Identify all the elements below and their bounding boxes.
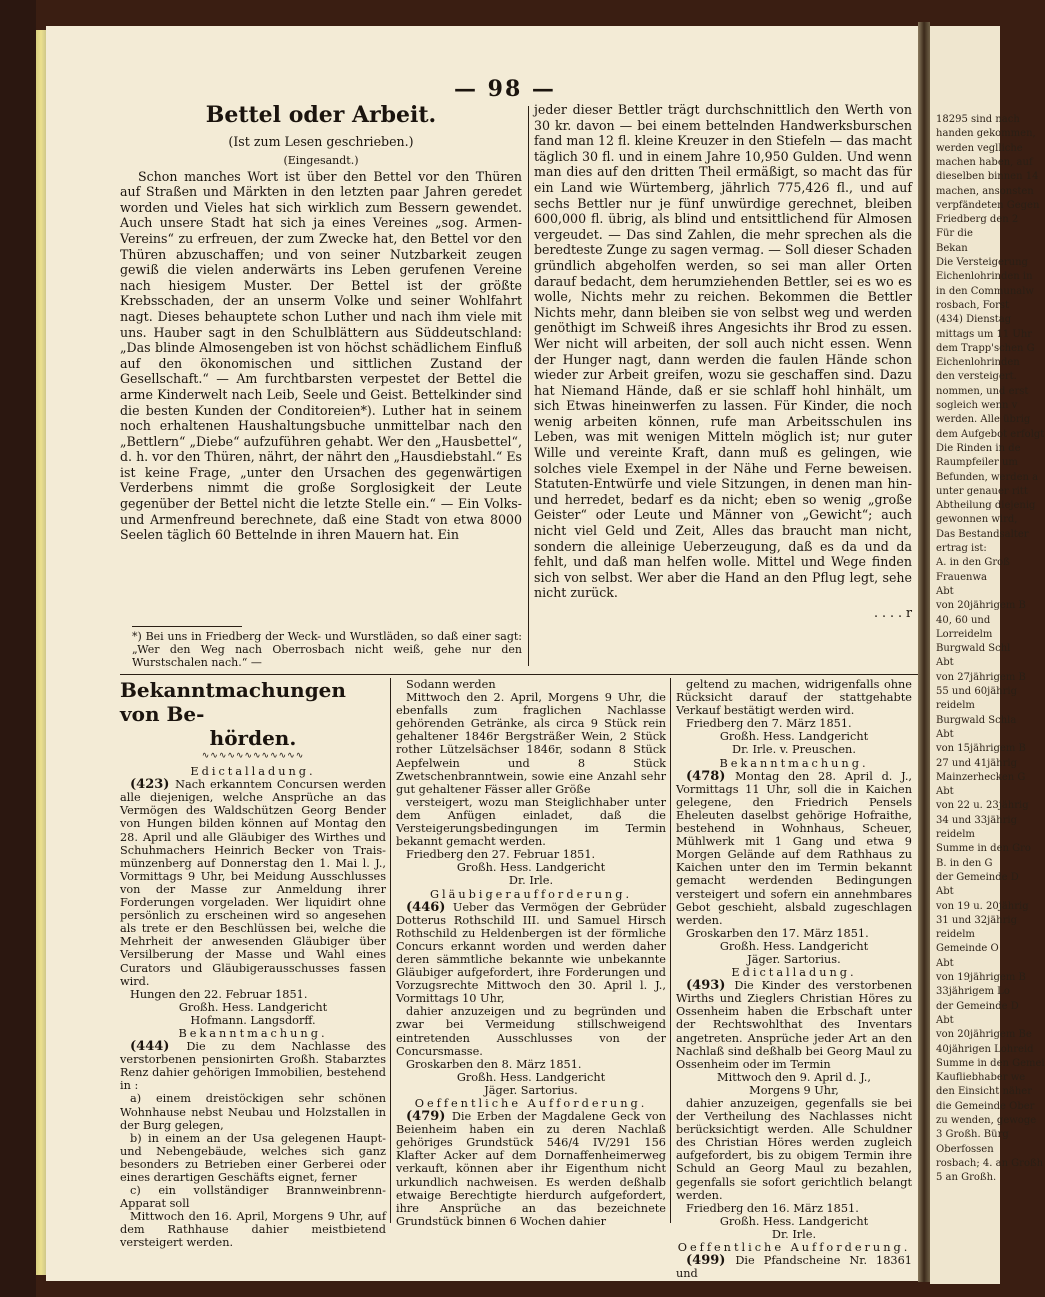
adjacent-page-text-line: dem Aufgebot erfolgt bbox=[936, 428, 1045, 440]
adjacent-page-text-line: Abt bbox=[936, 786, 954, 798]
adjacent-page-fragment bbox=[930, 26, 1045, 1284]
notice-label: Edictalladung. bbox=[190, 765, 316, 779]
adjacent-page-text-line: Abtheilung diejenig bbox=[936, 500, 1036, 512]
notice-text: Ueber das Vermögen der Gebrüder Dotterus Rothschild III. und Samuel Hirsch Rothschild zu Heldenbergen ist der förmliche Concurs erkannt worden und werden daher deren sämmtliche bekannte wie unbekannte Gläubiger aufgefordert, ihre Forderungen und Vorzugsrechte Mittwoch den 30. April l. J., Vormittags 10 Uhr, bbox=[396, 900, 666, 1006]
notice-paragraph bbox=[676, 770, 912, 927]
notice-text: Die zu dem Nachlasse des verstorbenen pensionirten Großh. Stabarztes Renz dahier gehörigen Immobilien, bestehend in : bbox=[120, 1040, 386, 1093]
article-text-part-2: jeder dieser Bettler trägt durchschnittlich den Werth von 30 kr. davon — bei einem bettelnden Handwerksburschen fand man 12 fl. kleine Kreuzer in den Stiefeln — das macht täglich 30 fl. und in einem Jahre 10,950 Gulden. Und wenn man dies auf den dritten Theil ermäßigt, so macht das für ein Land wie Würtemberg, jährlich 775,426 fl., und auf sechs Bettler nur je fünf unwürdige gerechnet, bleiben 600,000 fl. übrig, als blind und entsittlichend für Almosen vergeudet. — Das sind Zahlen, die mehr sprechen als die beredteste Zunge zu sagen vermag. — Soll dieser Schaden gründlich abgeholfen werden, so sei man aller Orten darauf bedacht, dem herumziehenden Bettler, sei es wo es wolle, Nichts mehr zu reichen. Bekommen die Bettler Nichts mehr, dann bleiben sie von selbst weg und werden genöthigt im Schweiß ihres Angesichts ihr Brod zu essen. Wer nicht will arbeiten, der soll auch nicht essen. Wenn der Hunger nagt, dann werden die faulen Hände schon wieder zur Arbeit greifen, wozu sie geschaffen sind. Dazu hat Niemand Hände, daß er sie schlaff hohl hinhält, um sich Etwas hineinwerfen zu lassen. Für Kinder, die noch wenig arbeiten können, rufe man Arbeitsschulen ins Leben, was mit wenigen Mitteln möglich ist; nur guter Wille und vereinte Kraft, dann muß es gelingen, wie solches viele Exempel in der Nähe und Ferne beweisen. Statuten-Entwürfe und viele Sitzungen, in denen man hin- und herredet, bedarf es da nicht; eben so wenig „große Geister“ oder Leute und Männer von „Gewicht“; auch nicht viel Geld und Zeit, Alles das braucht man nicht, sondern die alleinige Ueberzeugung, daß es da und da fehlt, und daß man helfen wolle. Mittel und Wege finden sich von selbst. Wer aber die Hand an den Pflug legt, sehe nicht zurück. bbox=[534, 102, 912, 601]
notice-text: Friedberg den 7. März 1851. bbox=[686, 717, 852, 731]
article-text-part-1: Schon manches Wort ist über den Bettel vor den Thüren auf Straßen und Märkten in den letzten paar Jahren geredet worden und Vieles hat sich wirklich zum Bessern gewendet. Auch unsere Stadt hat sich ja eines Vereines „sog. Armen-Vereins“ zu erfreuen, der zum Zwecke hat, den Bettel vor den Thüren abzuschaffen; und von seiner Nutzbarkeit zeugen gewiß die vielen anderwärts ins Leben gerufenen Vereine nach hiesigem Muster. Der Bettel ist der größte Krebsschaden, der an unserm Volke und seiner Wohlfahrt nagt. Dieses behauptete schon Luther und nach ihm viele mit uns. Hauber sagt in den Schulblättern aus Süddeutschland: „Das blinde Almosengeben ist von höchst schädlichem Einfluß auf den ökonomischen und sittlichen Zustand der Gesellschaft.“ — Am furchtbarsten verpestet der Bettel die arme Kinderwelt nach Leib, Seele und Geist. Bettelkinder sind die besten Kunden der Conditoreien*). Luther hat in seinem noch erhaltenen Haushaltungsbuche unmittelbar nach den „Bettlern“ „Diebe“ aufzuführen gehabt. Wer den „Hausbettel“, d. h. vor den Thüren, nährt, der nährt den „Hausdiebstahl.“ Es ist keine Frage, „unter den Ursachen des gegenwärtigen Verderbens nimmt die große Sorglosigkeit der Leute gegenüber der Bettel nicht die letzte Stelle ein.“ — Ein Volks- und Armenfreund berechnete, daß eine Stadt von etwa 8000 Seelen täglich 60 Bettelnde in ihren Mauern hat. Ein bbox=[120, 168, 523, 543]
notice-text: c) ein vollständiger Brannweinbrenn-Apparat soll bbox=[120, 1184, 386, 1211]
notice-paragraph bbox=[120, 1132, 386, 1184]
notice-signature: Großh. Hess. Landgericht bbox=[719, 730, 869, 744]
adjacent-page-text-line: 40jährigen Lohreid bbox=[936, 1043, 1034, 1055]
article-column-2 bbox=[534, 102, 912, 621]
notice-paragraph bbox=[396, 848, 666, 861]
adjacent-page-text-line: Abt bbox=[936, 585, 954, 597]
adjacent-page-text-line: zu wenden, gewoge bbox=[936, 1115, 1037, 1126]
notice-text: geltend zu machen, widrigenfalls ohne Rücksicht darauf der stattgehabte Verkauf bestätigt werden wird. bbox=[676, 678, 912, 718]
adjacent-page-text-line: dem Trapp'schen G bbox=[936, 342, 1035, 354]
column-divider bbox=[528, 106, 529, 666]
notice-paragraph bbox=[676, 678, 912, 717]
adjacent-page-text-line: Frauenwa bbox=[936, 571, 988, 583]
notice-signature: Hofmann. Langsdorff. bbox=[190, 1013, 316, 1027]
article-submitted-note: (Eingesandt.) bbox=[283, 153, 359, 167]
notice-number: (446) bbox=[406, 899, 453, 915]
adjacent-page-text-line: von 19jährigem B bbox=[936, 972, 1026, 983]
notice-text: Hungen den 22. Februar 1851. bbox=[130, 987, 308, 1001]
adjacent-page-text-line: Burgwald Schla bbox=[936, 714, 1017, 726]
adjacent-page-text-line: von 15jährigem B bbox=[936, 743, 1026, 755]
adjacent-page-text-line: A. in den Groß bbox=[936, 557, 1010, 569]
notice-text: Die Pfandscheine Nr. 18361 und bbox=[676, 1254, 912, 1281]
notice-paragraph bbox=[676, 1097, 912, 1202]
notice-date-line: Mittwoch den 9. April d. J., bbox=[717, 1070, 871, 1084]
adjacent-page-text-line: Kaufliebhaber we bbox=[936, 1072, 1026, 1084]
notice-date-line: Morgens 9 Uhr, bbox=[749, 1083, 839, 1097]
notice-text: dahier anzuzeigen, gegenfalls sie bei der Vertheilung des Nachlasses nicht berücksichtigt werden. Alle Schuldner des Christian Höres werden zugleich aufgefordert, bis zu obigem Termin ihre Schuld an Georg Maul zu bezahlen, gegenfalls sie sofort gerichtlich belangt werden. bbox=[676, 1097, 912, 1202]
adjacent-page-text-line: werden veglliche bbox=[936, 142, 1023, 154]
notice-signature: Dr. Irle. bbox=[508, 874, 554, 888]
adjacent-page-text-line: Abt bbox=[936, 657, 954, 669]
notice-signature: Großh. Hess. Landgericht bbox=[719, 1214, 869, 1228]
notice-text: versteigert, wozu man Steiglichhaber unter dem Anfügen einladet, daß die Versteigerungsbedingungen im Termin bekannt gemacht werden. bbox=[396, 795, 666, 849]
notice-paragraph bbox=[396, 691, 666, 796]
notice-label: Edictalladung. bbox=[731, 966, 857, 980]
adjacent-page-text-line: 5 an Großh. bbox=[936, 1172, 997, 1184]
notice-signature: Dr. Irle. v. Preuschen. bbox=[732, 743, 856, 757]
adjacent-page-text-line: Friedberg den 2 bbox=[936, 214, 1019, 226]
notice-signature: Großh. Hess. Landgericht bbox=[719, 939, 869, 953]
page-number: — 98 — bbox=[454, 76, 556, 102]
adjacent-page-text-line: der Gemeinde D bbox=[936, 1000, 1019, 1012]
notice-text: Mittwoch den 16. April, Morgens 9 Uhr, auf dem Rathhause dahier meistbietend versteigert werden. bbox=[120, 1210, 386, 1250]
adjacent-page-text-line: machen, ansonsten bbox=[936, 185, 1034, 197]
adjacent-page-text-line: Die Versteigerung bbox=[936, 257, 1028, 268]
announcements-heading-line-2: hörden. bbox=[209, 726, 297, 750]
notice-text: Montag den 28. April d. J., Vormittags 11 Uhr, soll die in Kaichen gelegene, den Friedrich Pensels Eheleuten daselbst gehörige Hofraithe, bestehend in Wohnhaus, Scheuer, Mühlwerk mit 1 Gang und etwa 9 Morgen Gelände auf dem Rathhaus zu Kaichen unter den im Termin bekannt gemacht werdenden Bedingungen versteigert und sofern ein annehmbares Gebot geschieht, alsbald zugeschlagen werden. bbox=[676, 769, 913, 927]
notice-signature: Jäger. Sartorius. bbox=[484, 1083, 578, 1097]
adjacent-page-text-line: von 27jährigem B bbox=[936, 671, 1026, 683]
adjacent-page-text-line: von 20jährigem Be bbox=[936, 1029, 1032, 1041]
adjacent-page-text-line: reidelm bbox=[936, 829, 975, 840]
adjacent-page-text-line: Abt bbox=[936, 957, 954, 969]
adjacent-page-text-line: Das Bestandsalter bbox=[936, 528, 1029, 540]
adjacent-page-text-line: machen haben, auf bbox=[936, 156, 1033, 168]
notice-paragraph bbox=[676, 979, 912, 1071]
notice-text: Die Kinder des verstorbenen Wirths und Zieglers Christian Höres zu Ossenheim haben die Erbschaft unter der Rechtswohlthat des Inventars angetreten. Ansprüche jeder Art an den Nachlaß sind deßhalb bei Georg Maul zu Ossenheim oder im Termin bbox=[676, 979, 912, 1071]
notice-text: Die Erben der Magdalene Geck von Beienheim haben ein zu deren Nachlaß gehöriges Grundstück 546/4 IV/291 156 Klafter Acker auf dem Dornaffenheimerweg verkauft, können aber ihr Eigenthum nicht urkundlich nachweisen. Es werden deßhalb etwaige Berechtigte hierdurch aufgefordert, ihre Ansprüche an das bezeichnete Grundstück binnen 6 Wochen dahier bbox=[396, 1110, 666, 1228]
notice-signature: Großh. Hess. Landgericht bbox=[456, 1070, 606, 1084]
notice-number: (493) bbox=[686, 978, 735, 994]
adjacent-page-text-line: Bekan bbox=[936, 242, 968, 254]
adjacent-page-text-line: 55 und 60jährig bbox=[936, 686, 1017, 697]
adjacent-page-text-line: Raumpfeiler um bbox=[936, 457, 1018, 469]
adjacent-page-text-line: 34 und 33jährig bbox=[936, 814, 1017, 826]
adjacent-page-text-line: Die Rinden in de bbox=[936, 442, 1021, 454]
adjacent-page-text-line: die Gemeinde Ober bbox=[936, 1100, 1035, 1112]
notice-signature: Großh. Hess. Landgericht bbox=[178, 1000, 328, 1014]
adjacent-page-text-line: von 22 u. 23jährig bbox=[936, 800, 1029, 812]
article-column-1 bbox=[120, 102, 522, 543]
newspaper-page bbox=[46, 26, 918, 1281]
article-signature: . . . . r bbox=[873, 605, 912, 620]
notice-number: (478) bbox=[686, 768, 736, 784]
adjacent-page-text-line: mittags um 11 Uhr bbox=[936, 328, 1033, 340]
adjacent-page-text-line: von 20jährigem B bbox=[936, 600, 1026, 612]
adjacent-page-text-line: Burgwald Schl bbox=[936, 643, 1011, 655]
article-title: Bettel oder Arbeit. bbox=[205, 102, 437, 128]
adjacent-page-text-line: Abt bbox=[936, 1014, 954, 1026]
notice-text: Groskarben den 17. März 1851. bbox=[686, 926, 869, 940]
adjacent-page-text-line: der Gemeinde D bbox=[936, 871, 1019, 883]
notice-number: (444) bbox=[130, 1039, 187, 1055]
adjacent-page-text-line: reidelm bbox=[936, 929, 975, 941]
book-page-edge bbox=[36, 30, 46, 1275]
notice-text: Groskarben den 8. März 1851. bbox=[406, 1057, 582, 1071]
notice-paragraph bbox=[676, 1202, 912, 1215]
adjacent-page-text-line: Gemeinde O bbox=[936, 943, 999, 955]
adjacent-page-text-line: Befunden, werden a bbox=[936, 471, 1039, 483]
adjacent-page-text-line: (434) Dienstag bbox=[936, 314, 1012, 326]
adjacent-page-text-line: den versteigert. bbox=[936, 371, 1017, 383]
adjacent-page-text-line: unter genauer ritt bbox=[936, 485, 1028, 497]
adjacent-page-text-line: Eichenlohrinden bbox=[936, 357, 1020, 369]
adjacent-page-text-line: von 19 u. 20jährig bbox=[936, 900, 1029, 912]
notice-paragraph bbox=[120, 1210, 386, 1249]
adjacent-page-text-line: Lorreidelm bbox=[936, 628, 993, 640]
notice-paragraph bbox=[396, 901, 666, 1006]
notice-paragraph bbox=[120, 778, 386, 988]
adjacent-page-text-line: Abt bbox=[936, 728, 954, 740]
adjacent-page-text-line: 33jährigem Lo bbox=[936, 986, 1010, 998]
column-divider bbox=[390, 678, 391, 1223]
adjacent-page-text-line: rosbach; 4. an Großh bbox=[936, 1157, 1044, 1169]
adjacent-page-text-line: gewonnen wird, bbox=[936, 514, 1018, 526]
notice-text: a) einem dreistöckigen sehr schönen Wohnhause nebst Neubau und Holzstallen in der Burg gelegen, bbox=[120, 1092, 386, 1132]
column-divider bbox=[670, 678, 671, 1223]
adjacent-page-text-line: Summe in den Gro bbox=[936, 843, 1031, 855]
notice-label: Oeffentliche Aufforderung. bbox=[414, 1097, 648, 1110]
article-footnote: *) Bei uns in Friedberg der Weck- und Wurstläden, so daß einer sagt: „Wer den Weg nach Oberrosbach nicht weiß, gehe nur den Wurstschalen nach.“ — bbox=[132, 630, 522, 669]
ornament-rule: ∿∿∿∿∿∿∿∿∿∿∿∿ bbox=[201, 751, 305, 761]
adjacent-page-text-line: 31 und 32jährig bbox=[936, 914, 1017, 926]
adjacent-page-text-line: verpfändeten Gegen bbox=[936, 199, 1040, 211]
notice-signature: Großh. Hess. Landgericht bbox=[456, 861, 606, 875]
adjacent-page-text-line: reidelm bbox=[936, 700, 975, 712]
section-rule bbox=[120, 674, 934, 675]
adjacent-page-text-line: rosbach, Forst bbox=[936, 299, 1010, 311]
notice-text: dahier anzuzeigen und zu begründen und zwar bei Vermeidung stillschweigend eintretenden Ausschlusses von der Concursmasse. bbox=[396, 1005, 666, 1058]
adjacent-page-text-line: Mainzerhecken G bbox=[936, 771, 1026, 783]
notice-paragraph bbox=[396, 1110, 666, 1228]
notice-signature: Dr. Irle. bbox=[771, 1227, 817, 1241]
article-subtitle: (Ist zum Lesen geschrieben.) bbox=[228, 134, 414, 149]
adjacent-page-text-line: Eichenlohrinden in bbox=[936, 271, 1033, 283]
adjacent-page-text-line: sogleich wenn v bbox=[936, 400, 1018, 411]
notice-label: Bekanntmachung. bbox=[178, 1026, 328, 1040]
notice-paragraph bbox=[676, 927, 912, 940]
footnote-rule bbox=[132, 626, 242, 627]
notice-number: (423) bbox=[130, 777, 176, 793]
notice-number: (499) bbox=[686, 1253, 736, 1269]
announcements-column-1 bbox=[120, 678, 386, 1250]
notice-label: Gläubigeraufforderung. bbox=[429, 887, 633, 901]
adjacent-page-text-line: B. in den G bbox=[936, 857, 993, 869]
announcements-column-3 bbox=[676, 678, 912, 1280]
announcements-column-2 bbox=[396, 678, 666, 1228]
adjacent-page-text-line: Für die bbox=[936, 228, 973, 240]
adjacent-page-text-line: 3 Großh. Bürg bbox=[936, 1129, 1009, 1141]
adjacent-page-text-line: nommen, und erst bbox=[936, 385, 1029, 397]
adjacent-page-text-line: ertrag ist: bbox=[936, 543, 987, 554]
notice-text: b) in einem an der Usa gelegenen Haupt- und Nebengebäude, welches sich ganz besonders zu Betrieben einer Gerberei oder eines derartigen Geschäfts eignet, ferner bbox=[120, 1131, 386, 1184]
adjacent-page-text-line: handen gekommen, bbox=[936, 128, 1036, 140]
notice-label: Bekanntmachung. bbox=[719, 756, 869, 770]
notice-number: (479) bbox=[406, 1109, 452, 1125]
adjacent-page-text-line: 40, 60 und bbox=[936, 614, 991, 626]
adjacent-page-text-line: werden. Alle übrig bbox=[936, 414, 1031, 426]
notice-paragraph bbox=[120, 1040, 386, 1092]
notice-paragraph bbox=[396, 796, 666, 848]
notice-paragraph bbox=[676, 717, 912, 730]
adjacent-page-text-line: Summe in den Gemei bbox=[936, 1057, 1045, 1069]
notice-label: Oeffentliche Aufforderung. bbox=[677, 1241, 911, 1255]
book-gutter bbox=[918, 22, 930, 1282]
notice-paragraph bbox=[396, 1005, 666, 1057]
notice-paragraph bbox=[396, 678, 666, 691]
adjacent-page-text-line: 27 und 41jährig bbox=[936, 757, 1017, 769]
adjacent-page-text-line: den Einsicht näher bbox=[936, 1086, 1032, 1098]
notice-paragraph bbox=[120, 1184, 386, 1210]
scan-background bbox=[0, 0, 36, 1297]
notice-paragraph bbox=[120, 988, 386, 1001]
adjacent-page-text-line: 18295 sind nach bbox=[936, 114, 1020, 125]
notice-text: Sodann werden bbox=[406, 678, 496, 691]
adjacent-page-text-line: Oberfossen bbox=[936, 1143, 994, 1155]
notice-paragraph bbox=[396, 1058, 666, 1071]
notice-text: Friedberg den 27. Februar 1851. bbox=[406, 848, 596, 862]
adjacent-page-text-line: dieselben binnen 14 bbox=[936, 171, 1039, 183]
notice-text: Nach erkanntem Concursen werden alle diejenigen, welche Ansprüche an das Vermögen des Waldschützen Georg Bender von Hungen bilden können auf Montag den 28. April und alle Gläubiger des Wirthes und Schuhmachers Heinrich Becker von Trais-münzenberg auf Donnerstag den 1. Mai l. J., Vormittags 9 Uhr, bei Meidung Ausschlusses von der Masse zur Anmeldung ihrer Forderungen vorgeladen. Wer liquidirt ohne persönlich zu erscheinen wird so angesehen als trete er den Beschlüssen bei, welche die Mehrheit der anwesenden Gläubiger über Versilberung der Masse und Wahl eines Curators und Gläubigerausschusses fassen wird. bbox=[120, 778, 386, 988]
adjacent-page-text-line: in den Communalw bbox=[936, 285, 1034, 297]
notice-text: Mittwoch den 2. April, Morgens 9 Uhr, die ebenfalls zum fraglichen Nachlasse gehörenden Getränke, als circa 9 Stück rein gehaltener 1846r Bergsträßer Wein, 2 Stück rother Lützelsächser 1846r, sodann 8 Stück Aepfelwein und 8 Stück Zwetschenbranntwein, sowie eine Anzahl sehr gut gehaltener Fässer aller Größe bbox=[396, 691, 666, 796]
notice-paragraph bbox=[676, 1254, 912, 1280]
adjacent-page-text-line: Abt bbox=[936, 886, 954, 898]
notice-signature: Jäger. Sartorius. bbox=[747, 952, 841, 966]
notice-paragraph bbox=[120, 1092, 386, 1131]
notice-text: Friedberg den 16. März 1851. bbox=[686, 1201, 859, 1215]
announcements-heading-line-1: Bekanntmachungen von Be- bbox=[120, 678, 346, 726]
